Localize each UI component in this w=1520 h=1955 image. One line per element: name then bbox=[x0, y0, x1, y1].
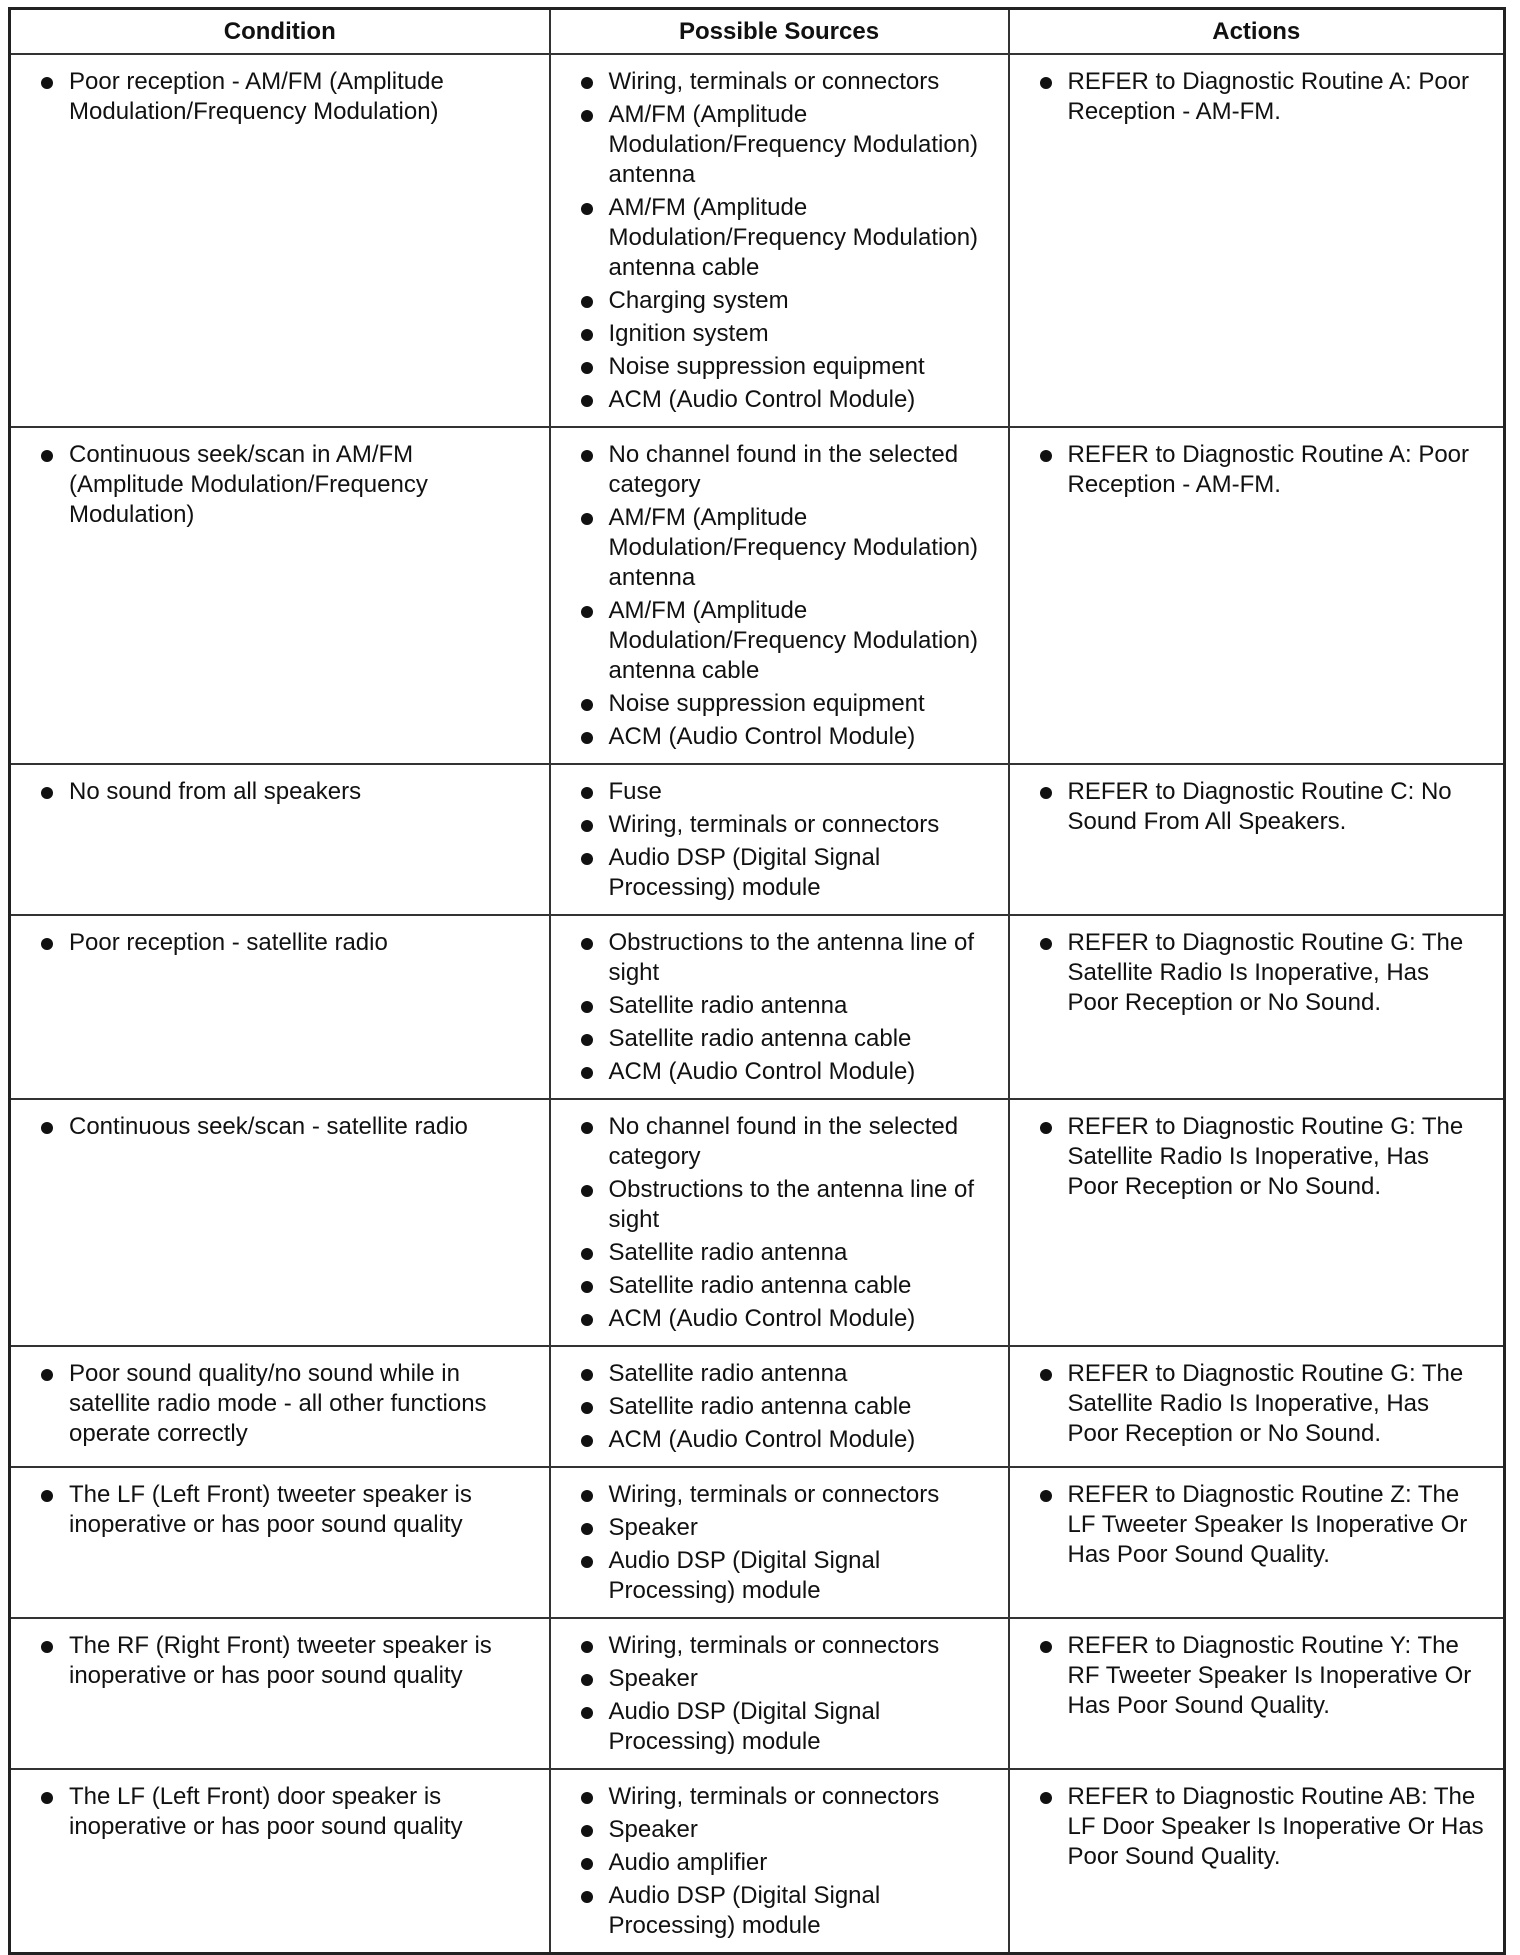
sources-cell bbox=[550, 54, 1009, 427]
action-text: REFER to Diagnostic Routine G: The Satellite Radio Is Inoperative, Has Poor Reception or No Sound. bbox=[1022, 1359, 1492, 1449]
table-row bbox=[10, 1467, 1505, 1618]
action-text: REFER to Diagnostic Routine A: Poor Reception - AM-FM. bbox=[1022, 440, 1492, 500]
source-item: Satellite radio antenna bbox=[563, 1359, 996, 1389]
condition-cell bbox=[10, 1467, 550, 1618]
sources-list bbox=[563, 1631, 996, 1757]
source-item: AM/FM (Amplitude Modulation/Frequency Modulation) antenna bbox=[563, 503, 996, 593]
condition-list bbox=[23, 1480, 537, 1540]
action-text: REFER to Diagnostic Routine A: Poor Reception - AM-FM. bbox=[1022, 67, 1492, 127]
source-item: Fuse bbox=[563, 777, 996, 807]
action-cell bbox=[1009, 764, 1505, 915]
sources-cell bbox=[550, 1099, 1009, 1346]
action-list bbox=[1022, 777, 1492, 837]
condition-cell bbox=[10, 54, 550, 427]
source-item: Wiring, terminals or connectors bbox=[563, 67, 996, 97]
action-cell bbox=[1009, 915, 1505, 1099]
source-item: AM/FM (Amplitude Modulation/Frequency Modulation) antenna cable bbox=[563, 193, 996, 283]
sources-list bbox=[563, 1112, 996, 1334]
action-list bbox=[1022, 1359, 1492, 1449]
source-item: No channel found in the selected category bbox=[563, 1112, 996, 1172]
source-item: ACM (Audio Control Module) bbox=[563, 1425, 996, 1455]
table-row bbox=[10, 427, 1505, 764]
condition-text: Continuous seek/scan - satellite radio bbox=[23, 1112, 537, 1142]
table-row bbox=[10, 1769, 1505, 1954]
condition-column-header: Condition bbox=[10, 9, 550, 55]
source-item: AM/FM (Amplitude Modulation/Frequency Modulation) antenna bbox=[563, 100, 996, 190]
source-item: Wiring, terminals or connectors bbox=[563, 810, 996, 840]
table-row bbox=[10, 1346, 1505, 1467]
source-item: Speaker bbox=[563, 1664, 996, 1694]
source-item: Wiring, terminals or connectors bbox=[563, 1631, 996, 1661]
action-cell bbox=[1009, 1099, 1505, 1346]
sources-column-header: Possible Sources bbox=[550, 9, 1009, 55]
condition-text: The RF (Right Front) tweeter speaker is inoperative or has poor sound quality bbox=[23, 1631, 537, 1691]
condition-cell bbox=[10, 1099, 550, 1346]
condition-text: The LF (Left Front) tweeter speaker is inoperative or has poor sound quality bbox=[23, 1480, 537, 1540]
sources-cell bbox=[550, 1467, 1009, 1618]
source-item: Noise suppression equipment bbox=[563, 689, 996, 719]
action-text: REFER to Diagnostic Routine Z: The LF Tweeter Speaker Is Inoperative Or Has Poor Sound Quality. bbox=[1022, 1480, 1492, 1570]
source-item: Audio amplifier bbox=[563, 1848, 996, 1878]
action-text: REFER to Diagnostic Routine C: No Sound From All Speakers. bbox=[1022, 777, 1492, 837]
source-item: ACM (Audio Control Module) bbox=[563, 385, 996, 415]
source-item: ACM (Audio Control Module) bbox=[563, 1057, 996, 1087]
table-row bbox=[10, 1618, 1505, 1769]
sources-cell bbox=[550, 1769, 1009, 1954]
source-item: Obstructions to the antenna line of sight bbox=[563, 928, 996, 988]
action-text: REFER to Diagnostic Routine G: The Satellite Radio Is Inoperative, Has Poor Reception or No Sound. bbox=[1022, 928, 1492, 1018]
action-cell bbox=[1009, 1618, 1505, 1769]
action-cell bbox=[1009, 1467, 1505, 1618]
source-item: Charging system bbox=[563, 286, 996, 316]
source-item: Wiring, terminals or connectors bbox=[563, 1480, 996, 1510]
condition-cell bbox=[10, 427, 550, 764]
source-item: Speaker bbox=[563, 1815, 996, 1845]
sources-cell bbox=[550, 1618, 1009, 1769]
sources-list bbox=[563, 440, 996, 752]
condition-list bbox=[23, 777, 537, 807]
actions-column-header: Actions bbox=[1009, 9, 1505, 55]
action-list bbox=[1022, 928, 1492, 1018]
table-row bbox=[10, 54, 1505, 427]
action-text: REFER to Diagnostic Routine AB: The LF Door Speaker Is Inoperative Or Has Poor Sound Quality. bbox=[1022, 1782, 1492, 1872]
source-item: Wiring, terminals or connectors bbox=[563, 1782, 996, 1812]
action-cell bbox=[1009, 54, 1505, 427]
source-item: Audio DSP (Digital Signal Processing) module bbox=[563, 843, 996, 903]
condition-list bbox=[23, 928, 537, 958]
header-row bbox=[10, 9, 1505, 55]
action-list bbox=[1022, 440, 1492, 500]
source-item: Noise suppression equipment bbox=[563, 352, 996, 382]
action-text: REFER to Diagnostic Routine Y: The RF Tweeter Speaker Is Inoperative Or Has Poor Sound Quality. bbox=[1022, 1631, 1492, 1721]
table-row bbox=[10, 764, 1505, 915]
source-item: Audio DSP (Digital Signal Processing) module bbox=[563, 1881, 996, 1941]
condition-text: No sound from all speakers bbox=[23, 777, 537, 807]
sources-list bbox=[563, 1782, 996, 1941]
action-list bbox=[1022, 1631, 1492, 1721]
table-row bbox=[10, 1099, 1505, 1346]
source-item: Audio DSP (Digital Signal Processing) module bbox=[563, 1546, 996, 1606]
source-item: No channel found in the selected category bbox=[563, 440, 996, 500]
source-item: AM/FM (Amplitude Modulation/Frequency Modulation) antenna cable bbox=[563, 596, 996, 686]
condition-cell bbox=[10, 1769, 550, 1954]
condition-text: Poor sound quality/no sound while in satellite radio mode - all other functions operate correctly bbox=[23, 1359, 537, 1449]
source-item: Speaker bbox=[563, 1513, 996, 1543]
diagnostic-table bbox=[8, 7, 1506, 1955]
sources-list bbox=[563, 1359, 996, 1455]
sources-cell bbox=[550, 1346, 1009, 1467]
condition-cell bbox=[10, 1346, 550, 1467]
source-item: ACM (Audio Control Module) bbox=[563, 1304, 996, 1334]
source-item: Ignition system bbox=[563, 319, 996, 349]
condition-list bbox=[23, 67, 537, 127]
source-item: Satellite radio antenna cable bbox=[563, 1392, 996, 1422]
condition-text: Poor reception - satellite radio bbox=[23, 928, 537, 958]
condition-list bbox=[23, 440, 537, 530]
sources-cell bbox=[550, 915, 1009, 1099]
source-item: ACM (Audio Control Module) bbox=[563, 722, 996, 752]
source-item: Obstructions to the antenna line of sight bbox=[563, 1175, 996, 1235]
condition-cell bbox=[10, 915, 550, 1099]
condition-list bbox=[23, 1359, 537, 1449]
source-item: Satellite radio antenna bbox=[563, 991, 996, 1021]
condition-cell bbox=[10, 1618, 550, 1769]
condition-cell bbox=[10, 764, 550, 915]
condition-list bbox=[23, 1112, 537, 1142]
table-row bbox=[10, 915, 1505, 1099]
action-list bbox=[1022, 67, 1492, 127]
table-header bbox=[10, 9, 1505, 55]
action-list bbox=[1022, 1782, 1492, 1872]
sources-list bbox=[563, 777, 996, 903]
sources-list bbox=[563, 1480, 996, 1606]
action-text: REFER to Diagnostic Routine G: The Satellite Radio Is Inoperative, Has Poor Reception or No Sound. bbox=[1022, 1112, 1492, 1202]
condition-text: Poor reception - AM/FM (Amplitude Modulation/Frequency Modulation) bbox=[23, 67, 537, 127]
source-item: Satellite radio antenna cable bbox=[563, 1024, 996, 1054]
condition-text: The LF (Left Front) door speaker is inoperative or has poor sound quality bbox=[23, 1782, 537, 1842]
table-body bbox=[10, 54, 1505, 1954]
source-item: Satellite radio antenna bbox=[563, 1238, 996, 1268]
action-list bbox=[1022, 1112, 1492, 1202]
sources-cell bbox=[550, 427, 1009, 764]
action-cell bbox=[1009, 1769, 1505, 1954]
action-cell bbox=[1009, 1346, 1505, 1467]
source-item: Satellite radio antenna cable bbox=[563, 1271, 996, 1301]
action-list bbox=[1022, 1480, 1492, 1570]
sources-cell bbox=[550, 764, 1009, 915]
sources-list bbox=[563, 928, 996, 1087]
condition-text: Continuous seek/scan in AM/FM (Amplitude Modulation/Frequency Modulation) bbox=[23, 440, 537, 530]
condition-list bbox=[23, 1782, 537, 1842]
action-cell bbox=[1009, 427, 1505, 764]
sources-list bbox=[563, 67, 996, 415]
condition-list bbox=[23, 1631, 537, 1691]
source-item: Audio DSP (Digital Signal Processing) module bbox=[563, 1697, 996, 1757]
